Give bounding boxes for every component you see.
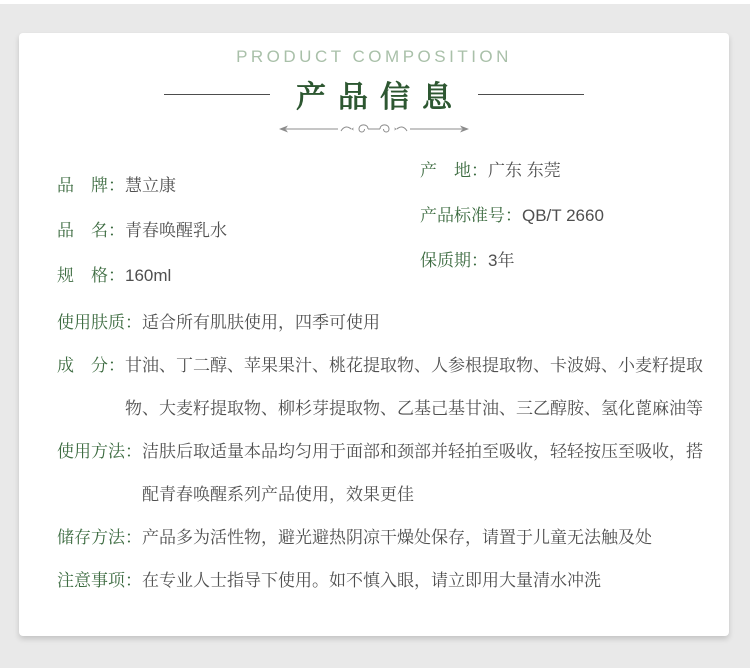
top-strip [0, 0, 750, 4]
spec-label: 保质期： [420, 251, 488, 270]
detail-value: 洁肤后取适量本品均匀用于面部和颈部并轻拍至吸收，轻轻按压至吸收，搭配青春唤醒系列产品使用，效果更佳 [142, 442, 703, 504]
spec-label: 品 名： [57, 221, 125, 240]
title-row [19, 77, 729, 114]
detail-label: 注意事项： [57, 571, 142, 590]
detail-value: 产品多为活性物，避光避热阴凉干燥处保存，请置于儿童无法触及处 [142, 528, 652, 547]
detail-value: 在专业人士指导下使用。如不慎入眼，请立即用大量清水冲洗 [142, 571, 601, 590]
spec-label: 品 牌： [57, 176, 125, 195]
spec-row-brand [57, 166, 420, 206]
detail-label: 储存方法： [57, 528, 142, 547]
detail-row-storage [19, 516, 729, 559]
detail-label: 使用肤质： [57, 313, 142, 332]
detail-row-skin-type [19, 301, 729, 344]
detail-value: 甘油、丁二醇、苹果果汁、桃花提取物、人参根提取物、卡波姆、小麦籽提取物、大麦籽提取物、柳杉芽提取物、乙基己基甘油、三乙醇胺、氢化蓖麻油等 [125, 356, 703, 418]
detail-label: 成 分： [57, 356, 125, 375]
spec-row-shelf-life [420, 241, 729, 281]
spec-label: 产品标准号： [420, 206, 522, 225]
detail-row-cautions [19, 559, 729, 602]
spec-value: QB/T 2660 [522, 206, 604, 225]
spec-value: 青春唤醒乳水 [125, 221, 227, 240]
flourish-divider-icon [19, 121, 729, 137]
page-title: 产品信息 [296, 81, 464, 114]
spec-value: 慧立康 [125, 176, 176, 195]
product-info-card [19, 33, 729, 636]
detail-rows [19, 301, 729, 602]
spec-row-origin [420, 151, 729, 191]
spec-label: 规 格： [57, 266, 125, 285]
spec-value: 160ml [125, 266, 172, 285]
detail-row-ingredients [19, 344, 729, 430]
spec-column-right [420, 151, 729, 301]
detail-label: 使用方法： [57, 442, 142, 461]
spec-row-standard-no [420, 196, 729, 236]
title-divider-line-left [164, 94, 270, 95]
detail-value: 适合所有肌肤使用，四季可使用 [142, 313, 380, 332]
spec-row-size [57, 256, 420, 296]
detail-row-usage [19, 430, 729, 516]
spec-column-left [57, 151, 420, 301]
spec-row-product-name [57, 211, 420, 251]
eyebrow-heading: PRODUCT COMPOSITION [236, 47, 512, 66]
spec-value: 广东 东莞 [488, 161, 561, 180]
spec-columns [19, 151, 729, 301]
spec-value: 3年 [488, 251, 515, 270]
spec-label: 产 地： [420, 161, 488, 180]
title-divider-line-right [478, 94, 584, 95]
